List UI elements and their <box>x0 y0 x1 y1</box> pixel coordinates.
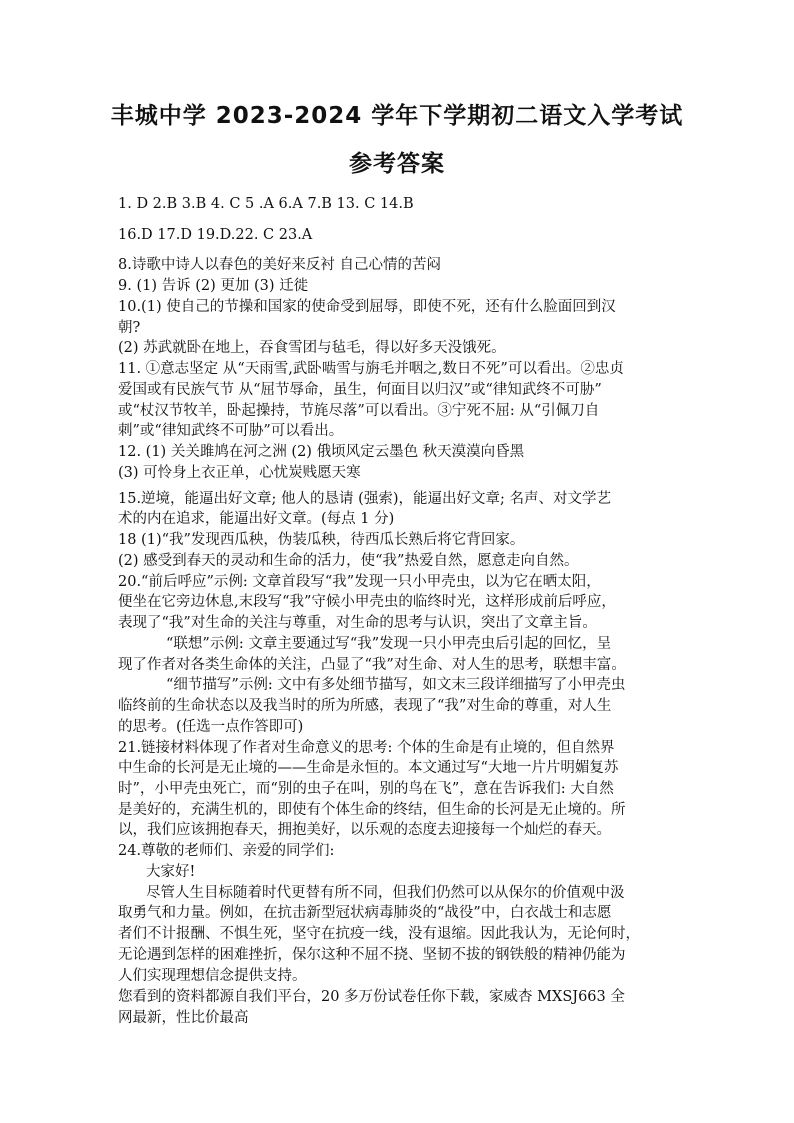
answer-line: 爱国或有民族气节 从“屈节辱命，虽生，何面目以归汉”或“律知武终不可胁” <box>118 382 602 398</box>
answer-line: 21.链接材料体现了作者对生命意义的思考: 个体的生命是有止境的，但自然界 <box>118 740 615 756</box>
answer-line: 便坐在它旁边休息,末段写“我”守候小甲壳虫的临终时光，这样形成前后呼应， <box>118 594 616 610</box>
answer-line: (3) 可怜身上衣正单，心忧炭贱愿天寒 <box>118 465 361 481</box>
answer-line: 取勇气和力量。例如，在抗击新型冠状病毒肺炎的“战役”中，白衣战士和志愿 <box>118 905 612 921</box>
exam-title: 丰城中学 2023-2024 学年下学期初二语文入学考试 <box>110 103 684 129</box>
answer-line: 尽管人生目标随着时代更替有所不同，但我们仍然可以从保尔的价值观中汲 <box>146 885 625 901</box>
answer-line: 大家好! <box>146 864 196 880</box>
answer-line: 1. D 2.B 3.B 4. C 5 .A 6.A 7.B 13. C 14.B <box>118 196 414 212</box>
answer-line: 15.逆境，能逼出好文章; 他人的恳请 (强索)，能逼出好文章; 名声、对文学艺 <box>118 491 611 507</box>
answer-line: 10.(1) 使自己的节操和国家的使命受到屈辱，即使不死，还有什么脸面回到汉 <box>118 299 616 315</box>
answer-line: 表现了“我”对生命的关注与尊重，对生命的思考与认识，突出了文章主旨。 <box>118 615 597 631</box>
answer-line: 者们不计报酬、不惧生死，坚守在抗疫一线，没有退缩。因此我认为，无论何时， <box>118 926 640 942</box>
answer-line: 或“杖汉节牧羊，卧起操持，节旄尽落”可以看出。③宁死不屈: 从“引佩刀自 <box>118 403 600 419</box>
answer-line: 12. (1) 关关雎鸠在河之洲 (2) 俄顷风定云墨色 秋天漠漠向昏黑 <box>118 444 525 460</box>
answer-line: 临终前的生命状态以及我当时的所为所感，表现了“我”对生命的尊重，对人生 <box>118 698 612 714</box>
answer-line: (2) 感受到春天的灵动和生命的活力，使“我”热爱自然，愿意走向自然。 <box>118 553 579 569</box>
answer-line: 18 (1)“我”发现西瓜秧，伪装瓜秧，待西瓜长熟后将它背回家。 <box>118 532 525 548</box>
answer-line: (2) 苏武就卧在地上，吞食雪团与毡毛，得以好多天没饿死。 <box>118 340 506 356</box>
answer-line: 以，我们应该拥抱春天，拥抱美好，以乐观的态度去迎接每一个灿烂的春天。 <box>118 822 611 838</box>
answer-line: 9. (1) 告诉 (2) 更加 (3) 迁徙 <box>118 278 309 294</box>
answer-line: 现了作者对各类生命体的关注，凸显了“我”对生命、对人生的思考，联想丰富。 <box>118 657 626 673</box>
answer-line: 朝? <box>118 320 141 336</box>
answer-line: 24.尊敬的老师们、亲爱的同学们: <box>118 843 335 859</box>
answer-line: 人们实现理想信念提供支持。 <box>118 968 307 984</box>
footer-notice: 您看到的资料都源自我们平台，20 多万份试卷任你下载，家威杏 MXSJ663 全 <box>118 989 625 1005</box>
answer-line: 时”，小甲壳虫死亡，而“别的虫子在叫，别的鸟在飞”，意在告诉我们: 大自然 <box>118 781 614 797</box>
page-subtitle: 参考答案 <box>349 151 445 177</box>
answer-line: 16.D 17.D 19.D.22. C 23.A <box>118 227 313 243</box>
answer-line: 术的内在追求，能逼出好文章。(每点 1 分) <box>118 511 395 527</box>
answer-line: 20.“前后呼应”示例: 文章首段写“我”发现一只小甲壳虫，以为它在晒太阳， <box>118 574 601 590</box>
answer-line: 是美好的，充满生机的，即使有个体生命的终结，但生命的长河是无止境的。所 <box>118 802 626 818</box>
answer-line: 中生命的长河是无止境的——生命是永恒的。本文通过写“大地一片片明媚复苏 <box>118 760 619 776</box>
answer-line: 的思考。(任选一点作答即可) <box>118 719 304 735</box>
answer-line: 无论遇到怎样的困难挫折，保尔这种不屈不挠、坚韧不拔的钢铁般的精神仍能为 <box>118 947 626 963</box>
answer-line: “联想”示例: 文章主要通过写“我”发现一只小甲壳虫后引起的回忆，呈 <box>166 636 612 652</box>
footer-notice: 网最新，性比价最高 <box>118 1010 249 1026</box>
answer-line: “细节描写”示例: 文中有多处细节描写，如文末三段详细描写了小甲壳虫 <box>166 677 626 693</box>
answer-line: 11. ①意志坚定 从“天雨雪,武卧啮雪与旃毛并咽之,数日不死”可以看出。②忠贞 <box>118 361 624 377</box>
answer-line: 刺”或“律知武终不可胁”可以看出。 <box>118 423 344 439</box>
answer-line: 8.诗歌中诗人以春色的美好来反衬 自己心情的苦闷 <box>118 257 441 273</box>
